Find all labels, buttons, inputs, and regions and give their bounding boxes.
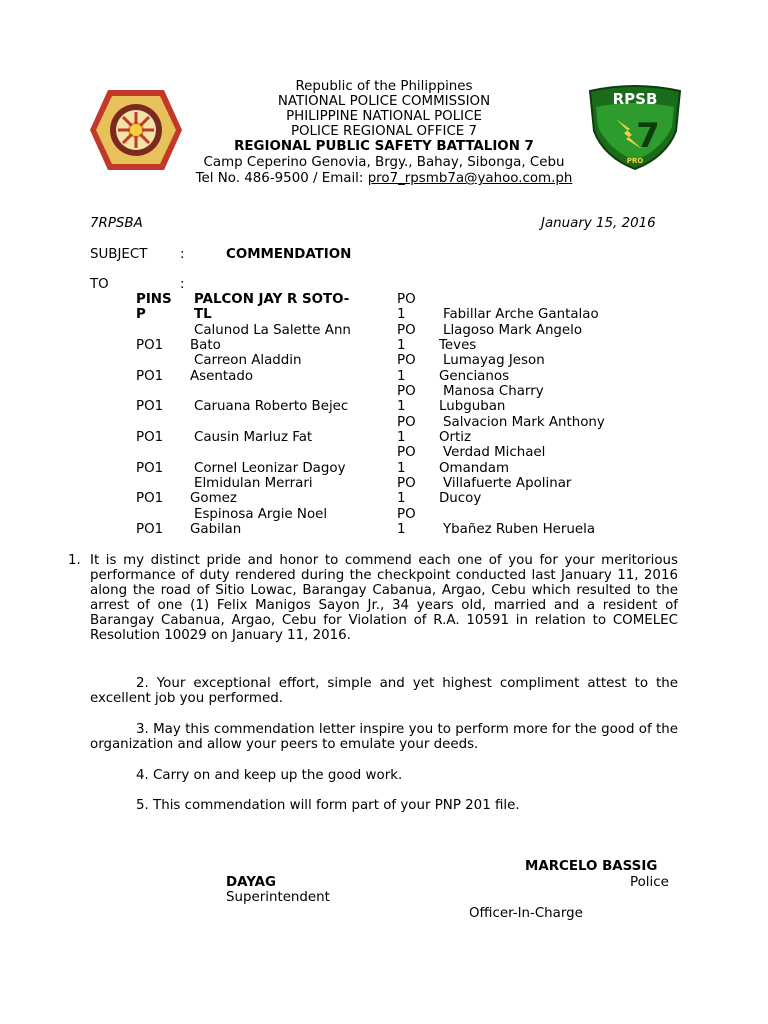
recipient-name: Gomez xyxy=(190,491,237,506)
header-tel: Tel No. 486-9500 / Email: xyxy=(195,171,368,186)
recipient-rank: 1 xyxy=(397,491,406,506)
recipient-rank: PO1 xyxy=(136,491,164,506)
recipient-name: Llagoso Mark Angelo xyxy=(443,323,583,338)
recipient-name: Teves xyxy=(439,338,477,353)
recipient-name: Espinosa Argie Noel xyxy=(194,507,328,522)
rpsb-logo-number: 7 xyxy=(636,116,660,156)
recipient-rank: PO1 xyxy=(136,461,164,476)
recipient-rank: 1 xyxy=(397,430,406,445)
letter-date: January 15, 2016 xyxy=(541,216,656,231)
header-contact xyxy=(0,171,768,186)
recipient-name: Gencianos xyxy=(439,369,510,384)
recipient-name: Ortiz xyxy=(439,430,472,445)
header-line-rpsb7: REGIONAL PUBLIC SAFETY BATTALION 7 xyxy=(234,139,534,154)
signatory-rank-police: Police xyxy=(630,875,669,890)
rpsb-logo-sub: PRO xyxy=(626,157,644,165)
paragraph-3: 3. May this commendation letter inspire you to perform more for the good of the organization and allow your peers to emulate your deeds. xyxy=(90,722,678,752)
recipient-rank: P xyxy=(136,307,146,322)
recipient-rank: PO1 xyxy=(136,338,164,353)
recipient-name: Asentado xyxy=(190,369,254,384)
recipient-name: Carreon Aladdin xyxy=(194,353,302,368)
header-line-address: Camp Ceperino Genovia, Brgy., Bahay, Sibonga, Cebu xyxy=(203,155,565,170)
header-line-pnp: PHILIPPINE NATIONAL POLICE xyxy=(286,109,482,124)
recipient-rank: PO xyxy=(397,476,416,491)
paragraph-1: It is my distinct pride and honor to commend each one of you for your meritorious performance of duty rendered during the checkpoint conducted last January 11, 2016 along the road of Sitio Lowac, Barangay Cabanua, Argao, Cebu which resulted to the arrest of one (1) Felix Manigos Sayon Jr., 34 years old, married and a resident of Barangay Cabanua, Argao, Cebu for Violation of R.A. 10591 in relation to COMELEC Resolution 10029 on January 11, 2016. xyxy=(90,553,678,643)
recipient-rank: 1 xyxy=(397,522,406,537)
recipient-name: Causin Marluz Fat xyxy=(194,430,313,445)
rpsb-logo-text: RPSB xyxy=(612,90,658,108)
recipient-rank: PO1 xyxy=(136,399,164,414)
recipient-rank: 1 xyxy=(397,369,406,384)
recipient-rank: PO xyxy=(397,353,416,368)
recipient-rank: PO1 xyxy=(136,369,164,384)
recipient-rank: PO xyxy=(397,445,416,460)
recipient-name: Caruana Roberto Bejec xyxy=(194,399,349,414)
recipient-name: Ducoy xyxy=(439,491,482,506)
paragraph-4: 4. Carry on and keep up the good work. xyxy=(136,768,403,783)
recipient-name: Lubguban xyxy=(439,399,506,414)
recipient-name: Elmidulan Merrari xyxy=(194,476,313,491)
recipient-name: TL xyxy=(194,307,212,322)
recipient-name: Gabilan xyxy=(190,522,242,537)
signatory-name-first: MARCELO BASSIG xyxy=(525,859,658,874)
recipient-rank: PO xyxy=(397,323,416,338)
recipient-name: Manosa Charry xyxy=(443,384,544,399)
header-email-link[interactable]: pro7_rpsmb7a@yahoo.com.ph xyxy=(367,171,573,186)
recipient-name: Calunod La Salette Ann xyxy=(194,323,351,338)
paragraph-1-number: 1. xyxy=(68,553,81,568)
signatory-title: Officer-In-Charge xyxy=(469,906,583,921)
paragraph-5: 5. This commendation will form part of your PNP 201 file. xyxy=(136,798,520,813)
recipient-name: Fabillar Arche Gantalao xyxy=(443,307,599,322)
recipient-rank: PO xyxy=(397,384,416,399)
header-line-napolcom: NATIONAL POLICE COMMISSION xyxy=(277,94,491,109)
to-colon: : xyxy=(180,277,185,292)
recipient-rank: PINS xyxy=(136,292,172,307)
signatory-rank-superintendent: Superintendent xyxy=(226,890,330,905)
recipient-rank: PO xyxy=(397,292,416,307)
paragraph-2: 2. Your exceptional effort, simple and yet highest compliment attest to the excellent job you performed. xyxy=(90,676,678,706)
recipient-rank: PO1 xyxy=(136,430,164,445)
recipient-rank: PO xyxy=(397,415,416,430)
recipient-name: Villafuerte Apolinar xyxy=(443,476,572,491)
recipient-name: Ybañez Ruben Heruela xyxy=(443,522,596,537)
recipient-name: PALCON JAY R SOTO- xyxy=(194,292,350,307)
recipient-rank: 1 xyxy=(397,338,406,353)
subject-colon: : xyxy=(180,247,185,262)
recipient-name: Verdad Michael xyxy=(443,445,546,460)
recipient-name: Omandam xyxy=(439,461,510,476)
header-line-republic: Republic of the Philippines xyxy=(295,79,473,94)
recipient-rank: PO1 xyxy=(136,522,164,537)
recipient-name: Bato xyxy=(190,338,221,353)
signatory-name-last: DAYAG xyxy=(226,875,276,890)
recipient-rank: 1 xyxy=(397,307,406,322)
subject-label: SUBJECT xyxy=(90,247,148,262)
recipient-rank: 1 xyxy=(397,461,406,476)
to-label: TO xyxy=(90,277,109,292)
subject-value: COMMENDATION xyxy=(226,247,352,262)
reference-code: 7RPSBA xyxy=(90,216,143,231)
header-line-pro7: POLICE REGIONAL OFFICE 7 xyxy=(290,124,478,139)
recipient-name: Salvacion Mark Anthony xyxy=(443,415,605,430)
recipient-rank: PO xyxy=(397,507,416,522)
recipient-rank: 1 xyxy=(397,399,406,414)
recipient-name: Lumayag Jeson xyxy=(443,353,545,368)
recipient-name: Cornel Leonizar Dagoy xyxy=(194,461,346,476)
